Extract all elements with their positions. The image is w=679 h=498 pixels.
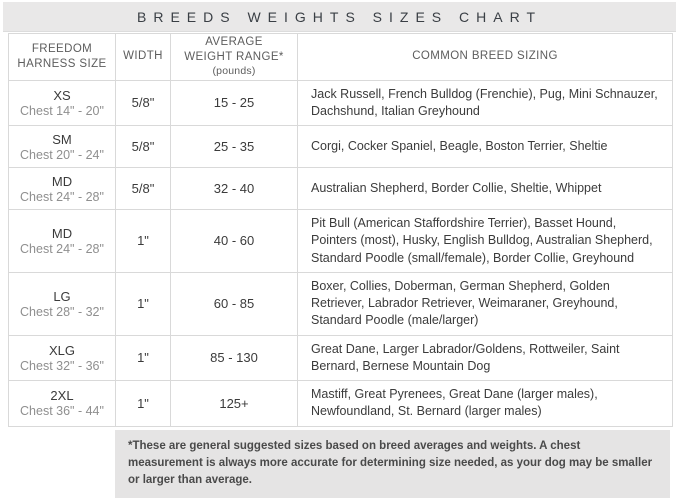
width-cell: 1": [116, 272, 171, 335]
width-cell: 1": [116, 335, 171, 381]
chest-range: Chest 32" - 36": [20, 358, 104, 373]
weight-range-cell: 60 - 85: [171, 272, 298, 335]
breed-list-cell: Jack Russell, French Bulldog (Frenchie), Pug, Mini Schnauzer, Dachshund, Italian Greyhound: [298, 80, 673, 126]
chest-range: Chest 14" - 20": [20, 103, 104, 118]
harness-size-cell: [9, 272, 116, 335]
size-label: MD: [51, 225, 73, 241]
width-cell: 5/8": [116, 168, 171, 210]
table-row-xs: [9, 80, 673, 126]
weight-range-cell: 40 - 60: [171, 210, 298, 273]
size-label: XLG: [48, 342, 75, 358]
weight-range-cell: 125+: [171, 381, 298, 427]
chest-range: Chest 28" - 32": [20, 304, 104, 319]
col-header-breed-sizing: COMMON BREED SIZING: [298, 34, 673, 81]
col-header-weight-unit: (pounds): [212, 64, 256, 77]
harness-size-cell: [9, 126, 116, 168]
width-cell: 1": [116, 381, 171, 427]
size-label: XS: [53, 87, 71, 103]
weight-range-cell: 15 - 25: [171, 80, 298, 126]
harness-size-cell: [9, 381, 116, 427]
col-header-weight-range: AVERAGE WEIGHT RANGE* (pounds): [171, 34, 298, 81]
weight-range-cell: 32 - 40: [171, 168, 298, 210]
harness-size-cell: [9, 210, 116, 273]
table-row-md-narrow: [9, 168, 673, 210]
width-cell: 1": [116, 210, 171, 273]
size-label: MD: [51, 173, 73, 189]
size-label: SM: [52, 131, 72, 147]
chest-range: Chest 24" - 28": [20, 241, 104, 256]
sizing-table: [8, 33, 673, 427]
header-row: [9, 34, 673, 81]
harness-size-cell: [9, 335, 116, 381]
breed-list-cell: Corgi, Cocker Spaniel, Beagle, Boston Terrier, Sheltie: [298, 126, 673, 168]
size-label: LG: [53, 288, 71, 304]
harness-size-cell: [9, 80, 116, 126]
weight-range-cell: 85 - 130: [171, 335, 298, 381]
size-label: 2XL: [50, 388, 74, 404]
table-row-xlg: [9, 335, 673, 381]
breed-list-cell: Mastiff, Great Pyrenees, Great Dane (larger males), Newfoundland, St. Bernard (larger males): [298, 381, 673, 427]
breed-list-cell: Boxer, Collies, Doberman, German Shepherd, Golden Retriever, Labrador Retriever, Weimaraner, Greyhound, Standard Poodle (male/larger): [298, 272, 673, 335]
chest-range: Chest 24" - 28": [20, 189, 104, 204]
footnote: *These are general suggested sizes based on breed averages and weights. A chest measurement is always more accurate for determining size needed, as your dog may be smaller or larger than average.: [115, 430, 670, 498]
table-row-lg: [9, 272, 673, 335]
breeds-weights-sizes-chart: [0, 2, 679, 487]
width-cell: 5/8": [116, 80, 171, 126]
chest-range: Chest 36" - 44": [20, 404, 104, 419]
weight-range-cell: 25 - 35: [171, 126, 298, 168]
breed-list-cell: Australian Shepherd, Border Collie, Sheltie, Whippet: [298, 168, 673, 210]
col-header-width: WIDTH: [116, 34, 171, 81]
chart-title-bar: [3, 2, 676, 32]
table-row-sm: [9, 126, 673, 168]
table-row-2xl: [9, 381, 673, 427]
harness-size-cell: [9, 168, 116, 210]
chart-title: BREEDS WEIGHTS SIZES CHART: [137, 8, 542, 25]
width-cell: 5/8": [116, 126, 171, 168]
table-row-md-wide: [9, 210, 673, 273]
breed-list-cell: Great Dane, Larger Labrador/Goldens, Rottweiler, Saint Bernard, Bernese Mountain Dog: [298, 335, 673, 381]
breed-list-cell: Pit Bull (American Staffordshire Terrier), Basset Hound, Pointers (most), Husky, English Bulldog, Australian Shepherd, Standard Poodle (small/female), Border Collie, Greyhound: [298, 210, 673, 273]
chest-range: Chest 20" - 24": [20, 147, 104, 162]
col-header-harness-size: FREEDOM HARNESS SIZE: [9, 34, 116, 81]
